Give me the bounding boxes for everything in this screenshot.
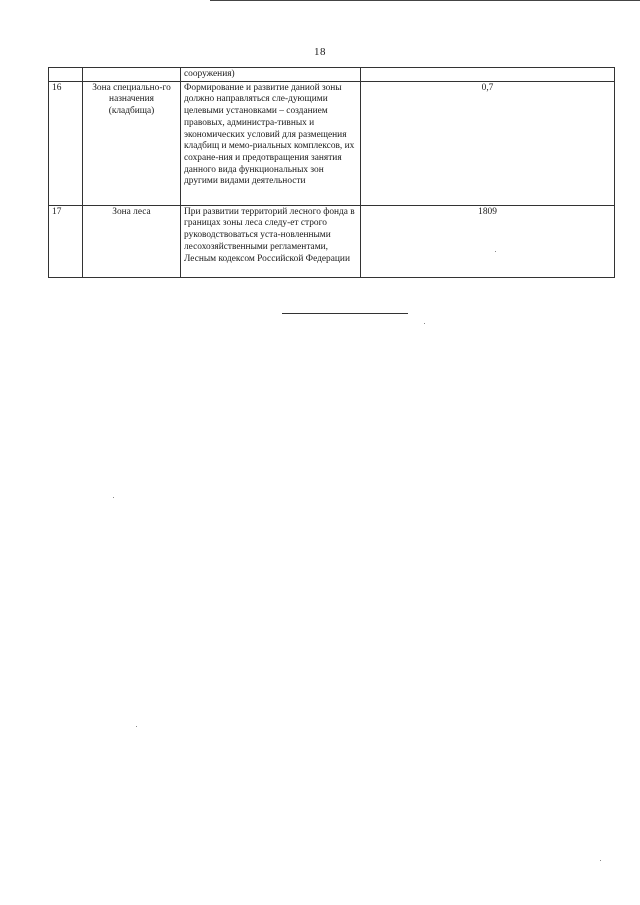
zone-value-cell: 1809: [361, 205, 615, 277]
zone-name-cell: [83, 68, 181, 82]
zone-description-cell: Формирование и развитие даниой зоны должно направляться сле-дующими целевыми установками – созданием правовых, администра-тивных и экономических условий для размещения кладбищ и мемо-риальных комплексов, их сохране-ния и предотвращения занятия данного вида функциональных зон другими видами деятельности: [181, 81, 361, 205]
zone-name-cell: Зона специально-го назначения (кладбища): [83, 81, 181, 205]
zone-value-cell: 0,7: [361, 81, 615, 205]
scan-speck: [136, 726, 137, 727]
zone-description-cell: сооружения): [181, 68, 361, 82]
row-number-cell: 17: [49, 205, 83, 277]
scan-speck: [495, 251, 496, 252]
scan-speck: [424, 323, 425, 324]
row-number-cell: 16: [49, 81, 83, 205]
row-number-cell: [49, 68, 83, 82]
end-of-document-rule: [282, 313, 408, 314]
zone-value-cell: [361, 68, 615, 82]
zones-table: [48, 67, 615, 278]
scan-top-edge-line: [210, 0, 640, 1]
page-number: 18: [314, 46, 326, 58]
scan-speck: [600, 860, 601, 861]
scan-speck: [113, 497, 114, 498]
table-row: [49, 205, 615, 277]
zone-name-cell: Зона леса: [83, 205, 181, 277]
table-row: [49, 81, 615, 205]
zone-description-cell: При развитии территорий лесного фонда в границах зоны леса следу-ет строго руководствоваться уста-новленными лесохозяйственными регламентами, Лесным кодексом Российской Федерации: [181, 205, 361, 277]
table-row-continuation: [49, 68, 615, 82]
